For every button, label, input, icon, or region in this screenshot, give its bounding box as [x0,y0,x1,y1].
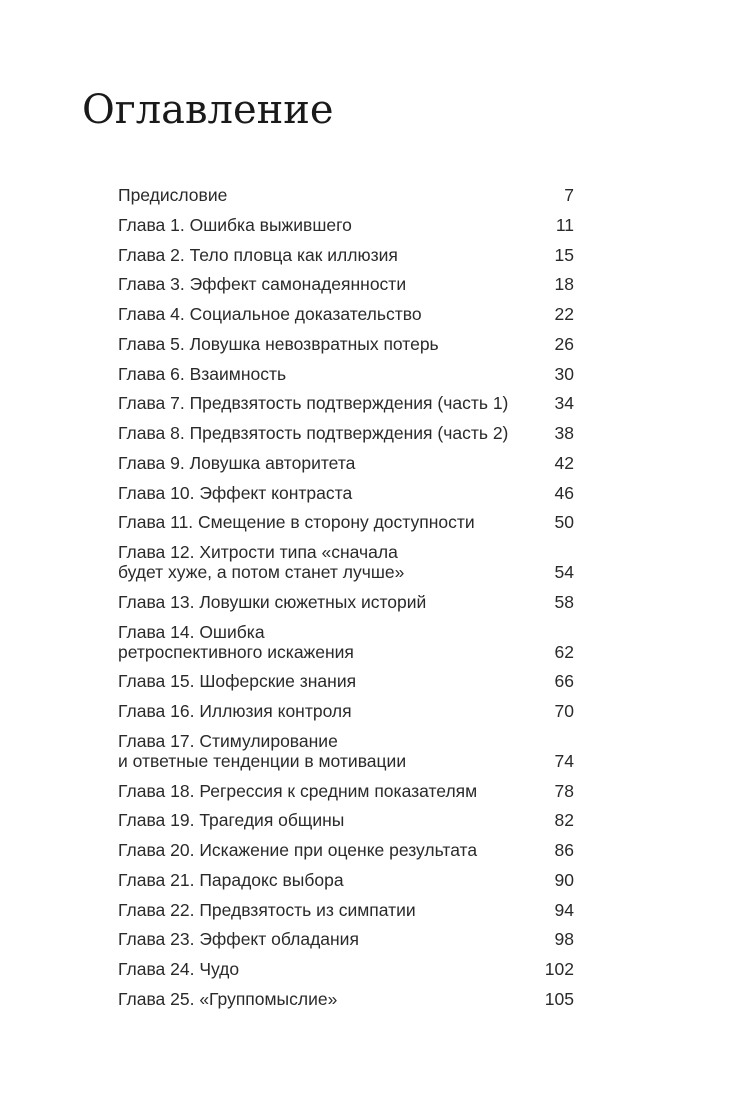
toc-entry-page: 74 [554,750,574,771]
toc-entry[interactable] [118,269,574,299]
toc-entry-page: 15 [554,244,574,265]
toc-entry-title: Глава 11. Смещение в сторону доступности [118,512,475,533]
toc-entry[interactable] [118,180,574,210]
toc-entry-page: 26 [554,333,574,354]
toc-entry-title: Глава 10. Эффект контраста [118,482,353,503]
toc-entry-page: 54 [554,562,574,582]
toc-entry[interactable] [118,696,574,726]
toc-entry-title: Глава 12. Хитрости типа «сначала будет хуже, а потом станет лучше» [118,542,405,582]
toc-entry[interactable] [118,617,574,667]
toc-entry[interactable] [118,240,574,270]
toc-entry[interactable] [118,448,574,478]
toc-entry-page: 94 [554,899,574,920]
toc-entry[interactable] [118,726,574,776]
toc-entry-title: Глава 5. Ловушка невозвратных потерь [118,333,439,354]
toc-entry-title: Глава 3. Эффект самонадеянности [118,274,407,295]
toc-entry-title: Глава 8. Предвзятость подтверждения (часть 2) [118,423,509,443]
toc-entry[interactable] [118,776,574,806]
toc-entry[interactable] [118,666,574,696]
toc-entry-title: Глава 16. Иллюзия контроля [118,701,352,721]
toc-entry-page: 86 [554,840,574,860]
toc-entry-page: 46 [554,482,574,503]
toc-entry[interactable] [118,507,574,537]
toc-entry-title: Глава 1. Ошибка выжившего [118,214,352,235]
toc-entry-title: Глава 13. Ловушки сюжетных историй [118,591,427,612]
toc-entry-page: 105 [544,988,574,1009]
toc-entry-page: 98 [554,929,574,950]
toc-entry-page: 18 [554,274,574,295]
toc-entry-page: 7 [564,185,574,205]
toc-entry-page: 11 [555,214,574,235]
toc-entry-page: 34 [554,393,574,414]
toc-entry-title: Глава 22. Предвзятость из симпатии [118,899,416,920]
toc-entry[interactable] [118,359,574,389]
toc-entry-page: 78 [554,780,574,801]
toc-entry-title: Глава 23. Эффект обладания [118,929,359,950]
toc-entry-title: Глава 9. Ловушка авторитета [118,452,356,473]
toc-entry-title: Глава 25. «Группомыслие» [118,988,338,1009]
toc-entry-title: Глава 14. Ошибка ретроспективного искажения [118,621,354,662]
toc-entry-page: 90 [554,869,574,890]
toc-entry-title: Глава 6. Взаимность [118,363,287,384]
table-of-contents [118,180,574,1014]
toc-entry[interactable] [118,835,574,865]
toc-entry-title: Глава 15. Шоферские знания [118,671,357,692]
toc-entry[interactable] [118,299,574,329]
toc-entry-title: Глава 2. Тело пловца как иллюзия [118,244,398,265]
toc-entry[interactable] [118,587,574,617]
toc-entry-title: Глава 19. Трагедия общины [118,810,345,831]
toc-entry-page: 82 [554,810,574,831]
toc-entry[interactable] [118,954,574,984]
toc-entry-page: 66 [554,671,574,692]
toc-entry-title: Глава 7. Предвзятость подтверждения (часть 1) [118,393,509,414]
toc-entry[interactable] [118,210,574,240]
toc-entry[interactable] [118,924,574,954]
toc-entry-title: Глава 20. Искажение при оценке результата [118,840,478,860]
toc-entry-page: 38 [554,423,574,443]
toc-entry[interactable] [118,865,574,895]
toc-entry[interactable] [118,329,574,359]
toc-entry[interactable] [118,388,574,418]
page-title: Оглавление [82,87,334,133]
toc-entry-title: Глава 4. Социальное доказательство [118,304,422,324]
toc-entry[interactable] [118,805,574,835]
toc-entry-page: 50 [554,512,574,533]
toc-entry-page: 58 [554,591,574,612]
toc-entry-page: 62 [554,641,574,662]
toc-entry-page: 102 [544,959,574,979]
toc-entry-title: Глава 17. Стимулирование и ответные тенденции в мотивации [118,730,407,771]
toc-entry-page: 42 [554,452,574,473]
toc-entry-page: 30 [554,363,574,384]
toc-entry-title: Предисловие [118,185,228,205]
toc-entry[interactable] [118,895,574,925]
toc-entry[interactable] [118,478,574,508]
toc-entry-title: Глава 21. Парадокс выбора [118,869,344,890]
toc-entry[interactable] [118,418,574,448]
toc-entry-page: 22 [554,304,574,324]
toc-entry-title: Глава 24. Чудо [118,959,240,979]
toc-entry[interactable] [118,984,574,1014]
toc-entry-title: Глава 18. Регрессия к средним показателям [118,780,478,801]
toc-entry[interactable] [118,537,574,587]
toc-entry-page: 70 [554,701,574,721]
